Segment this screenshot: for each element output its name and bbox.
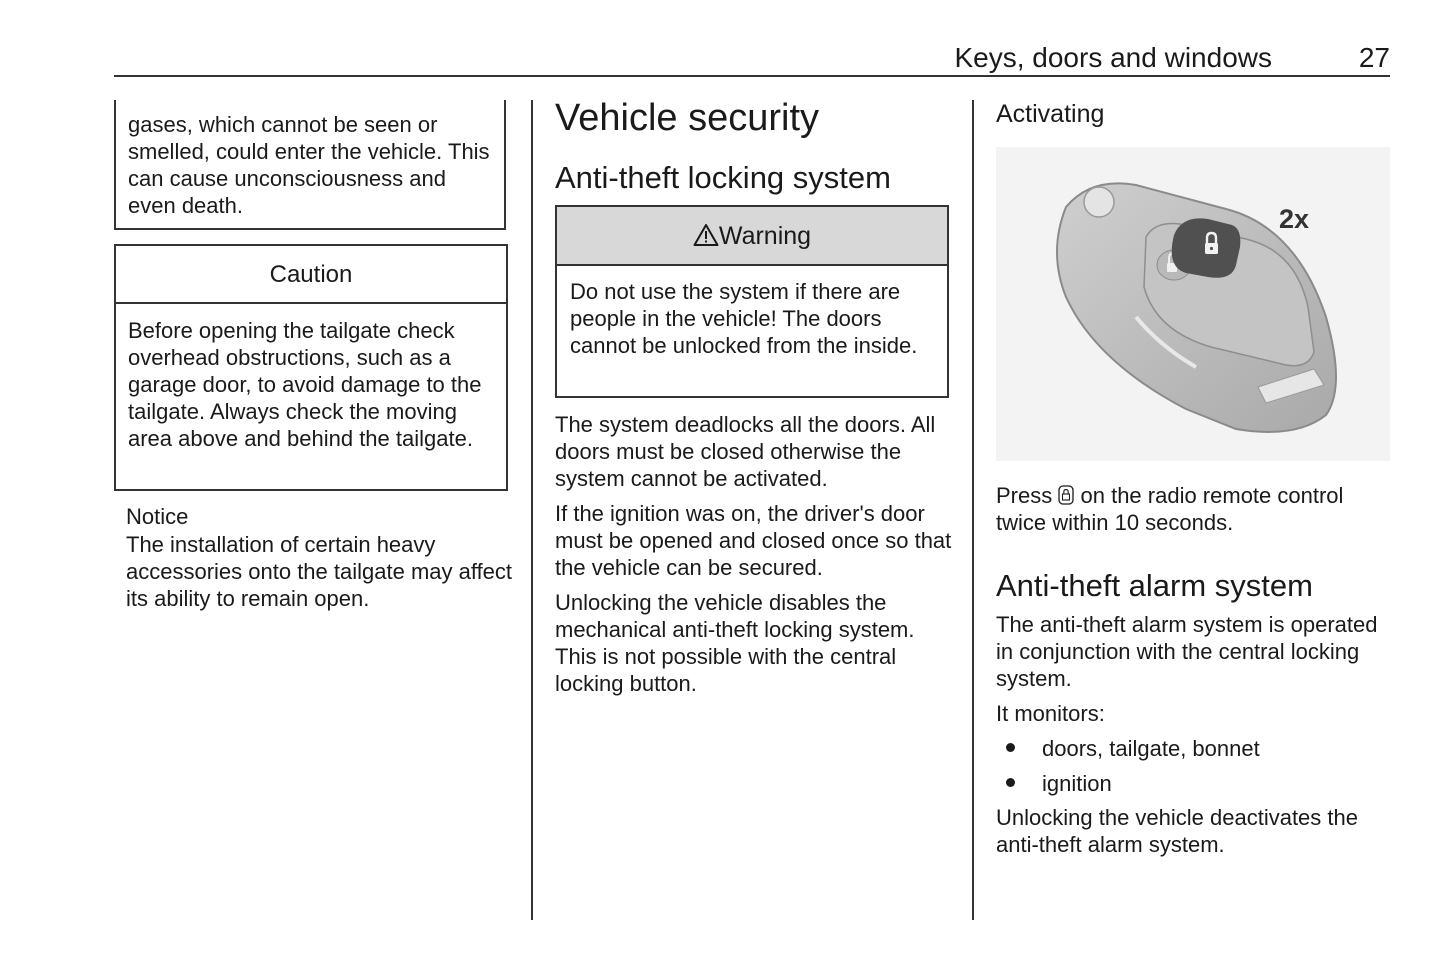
page-number: 27 [1358,42,1390,73]
alarm-closing: Unlocking the vehicle deactivates the anti-theft alarm system. [996,805,1358,857]
running-header-title: Keys, doors and windows [954,42,1272,73]
alarm-intro: The anti-theft alarm system is operated in conjunction with the central locking system. [996,612,1378,691]
warning-triangle-icon [693,223,719,247]
list-item: doors, tailgate, bonnet [996,735,1396,770]
caution-title: Caution [116,246,506,304]
monitors-list [996,735,1396,805]
press-instruction [996,482,1396,536]
continued-warning-text: gases, which cannot be seen or smelled, could enter the vehicle. This can cause unconsciousness and even death. [128,112,490,218]
figure-callout: 2x [1279,204,1310,234]
remote-key-figure [996,147,1390,461]
paragraph-ignition: If the ignition was on, the driver's door must be opened and closed once so that the vehicle can be secured. [555,501,952,580]
warning-header [557,207,947,266]
column-divider-1 [531,100,533,920]
paragraph-unlocking: Unlocking the vehicle disables the mechanical anti-theft locking system. This is not possible with the central locking button. [555,590,915,696]
section-heading: Vehicle security [555,97,820,139]
remote-key-fob-icon [996,147,1390,461]
list-item: ignition [996,770,1396,805]
bullet-icon [1006,778,1015,787]
notice-title: Notice [126,504,189,529]
notice-text: The installation of certain heavy accessories onto the tailgate may affect its ability to remain open. [126,532,513,611]
monitors-label: It monitors: [996,701,1105,726]
bullet-icon [1006,743,1015,752]
column-divider-2 [972,100,974,920]
press-before-text: Press [996,483,1053,508]
caution-box [114,244,508,491]
warning-text: Do not use the system if there are people in the vehicle! The doors cannot be unlocked from the inside. [570,279,918,358]
lock-button-icon [1058,485,1074,505]
caution-text: Before opening the tailgate check overhead obstructions, such as a garage door, to avoid damage to the tailgate. Always check the moving area above and behind the tailgate. [128,318,482,451]
press-after-text: on the radio remote control twice within 10 seconds. [996,483,1344,535]
header-divider [114,75,1390,77]
activating-heading: Activating [996,100,1105,128]
continued-warning-box [114,100,506,230]
warning-box [555,205,949,398]
warning-title: Warning [718,222,812,250]
alarm-heading: Anti-theft alarm system [996,568,1313,603]
subsection-heading: Anti-theft locking system [555,160,891,195]
paragraph-deadlocks: The system deadlocks all the doors. All doors must be closed otherwise the system cannot be activated. [555,412,936,491]
